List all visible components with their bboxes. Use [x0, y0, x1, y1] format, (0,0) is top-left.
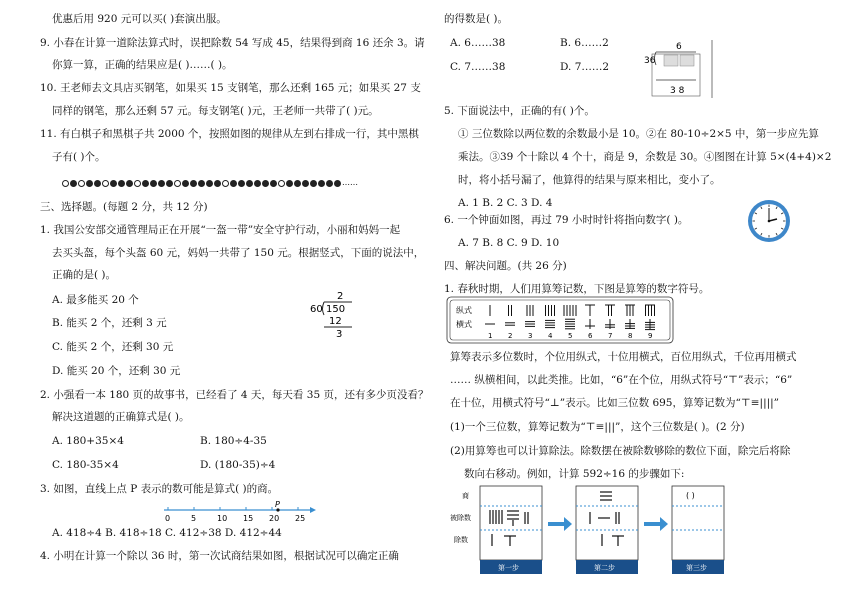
black-piece [326, 180, 333, 187]
chess-pattern [62, 176, 358, 190]
black-piece [206, 180, 213, 187]
division-divisor: 60 [310, 304, 323, 315]
section-4-title: 四、解决问题。(共 26 分) [444, 260, 567, 272]
white-piece [62, 180, 69, 187]
black-piece [270, 180, 277, 187]
number-line-tick-label: 5 [191, 514, 197, 523]
step-label-dividend: 被除数 [450, 514, 471, 522]
long-division-figure [300, 287, 370, 339]
trial-quotient: 6 [676, 42, 682, 52]
q5-stem: 5. 下面说法中，正确的有( )个。 [444, 105, 595, 117]
black-piece [86, 180, 93, 187]
number-line-tick-label: 0 [165, 514, 171, 523]
step-label-divisor: 除数 [454, 536, 468, 544]
p1-line2: 算筹表示多位数时，个位用纵式，十位用横式，百位用纵式，千位再用横式 [450, 351, 797, 363]
trial-divisor: 36 [644, 56, 656, 66]
q9-line1: 9. 小春在计算一道除法算式时，误把除数 54 写成 45，结果得到商 16 还余 3。请 [40, 37, 425, 49]
black-piece [262, 180, 269, 187]
white-piece [278, 180, 285, 187]
q6-options: A. 7 B. 8 C. 9 D. 10 [458, 237, 560, 249]
q8-tail: 优惠后用 920 元可以买( )套演出服。 [52, 13, 227, 25]
q1-line1: 1. 我国公安部交通管理局正在开展“一盔一带”安全守护行动，小丽和妈妈一起 [40, 224, 401, 236]
black-piece [118, 180, 125, 187]
black-piece [198, 180, 205, 187]
q4-line1: 4. 小明在计算一个除以 36 时，第一次试商结果如图，根据试况可以确定正确 [40, 550, 399, 562]
rod-digit-label: 1 [488, 332, 493, 340]
q11-line2: 子有( )个。 [52, 151, 106, 163]
p1-sub2-line1: (2)用算筹也可以计算除法。除数摆在被除数够除的数位下面，除完后将除 [450, 445, 791, 457]
q4-option-a: A. 6……38 [450, 37, 506, 49]
rod-digit-label: 2 [508, 332, 513, 340]
number-line-tick-label: 15 [243, 514, 254, 523]
q2-option-d: D. (180-35)÷4 [200, 459, 276, 471]
counting-rods-table [446, 296, 674, 344]
q9-line2: 你算一算，正确的结果应是( )……( )。 [52, 59, 233, 71]
black-piece [190, 180, 197, 187]
black-piece [126, 180, 133, 187]
q10-line2: 同样的钢笔，那么还剩 57 元。每支钢笔( )元，王老师一共带了( )元。 [52, 105, 379, 117]
black-piece [94, 180, 101, 187]
q5-options: A. 1 B. 2 C. 3 D. 4 [458, 197, 553, 209]
q4-option-d: D. 7……2 [560, 61, 610, 73]
rod-digit-label: 6 [588, 332, 593, 340]
q10-line1: 10. 王老师去文具店买钢笔，如果买 15 支钢笔，那么还剩 165 元；如果买 27 支 [40, 82, 421, 94]
clock-face-figure [746, 198, 792, 244]
q1-line2: 去买头盔，每个头盔 60 元，妈妈一共带了 150 元。根据竖式，下面的说法中， [52, 247, 425, 259]
black-piece [70, 180, 77, 187]
black-piece [214, 180, 221, 187]
rod-digit-label: 5 [568, 332, 573, 340]
p1-sub2-line2: 数向右移动。例如，计算 592÷16 的步骤如下: [464, 468, 685, 480]
q5-line3: 时，将小括号漏了，他算得的结果与原来相比，变小了。 [458, 174, 721, 186]
q2-option-b: B. 180÷4-35 [200, 435, 267, 447]
q3-line1: 3. 如图，直线上点 P 表示的数可能是算式( )的商。 [40, 483, 279, 495]
q2-option-a: A. 180+35×4 [52, 435, 124, 447]
p1-line1: 1. 春秋时期，人们用算筹记数，下图是算筹的数字符号。 [444, 283, 710, 295]
rod-division-steps [446, 482, 726, 604]
white-piece [222, 180, 229, 187]
black-piece [254, 180, 261, 187]
black-piece [230, 180, 237, 187]
q1-option-c: C. 能买 2 个，还剩 30 元 [52, 341, 174, 353]
rod-digit-label: 9 [648, 332, 653, 340]
number-line-tick-label: 25 [295, 514, 306, 523]
black-piece [246, 180, 253, 187]
step1-title: 第一步 [498, 564, 519, 572]
q2-line2: 解决这道题的正确算式是( )。 [52, 411, 190, 423]
black-piece [294, 180, 301, 187]
rod-digit-label: 8 [628, 332, 633, 340]
white-piece [102, 180, 109, 187]
p1-line4: 在十位，用横式符号“⊥”表示。比如三位数 695，算筹记数为“⊤≡||||” [450, 397, 780, 409]
q5-line1: ① 三位数除以两位数的余数最小是 10。②在 80-10÷2×5 中，第一步应先算 [458, 128, 819, 140]
q1-option-b: B. 能买 2 个，还剩 3 元 [52, 317, 167, 329]
trial-division-figure [640, 38, 720, 100]
rod-digit-label: 7 [608, 332, 613, 340]
black-piece [182, 180, 189, 187]
q2-option-c: C. 180-35×4 [52, 459, 119, 471]
step-label-quotient: 商 [462, 492, 469, 500]
rods-row-vertical-label: 纵式 [456, 306, 472, 315]
white-piece [134, 180, 141, 187]
q4-option-b: B. 6……2 [560, 37, 609, 49]
black-piece [286, 180, 293, 187]
black-piece [238, 180, 245, 187]
division-remainder: 3 [336, 329, 343, 339]
black-piece [110, 180, 117, 187]
black-piece [158, 180, 165, 187]
q5-line2: 乘法。③39 个十除以 4 个十，商是 9，余数是 30。④图图在计算 5×(4+4)×2 [458, 151, 832, 163]
rod-digit-label: 3 [528, 332, 533, 340]
ellipsis: …… [342, 178, 358, 187]
q1-line3: 正确的是( )。 [52, 269, 117, 281]
q4-option-c: C. 7……38 [450, 61, 506, 73]
division-quotient: 2 [337, 291, 344, 302]
black-piece [302, 180, 309, 187]
q1-option-d: D. 能买 20 个，还剩 30 元 [52, 365, 181, 377]
p1-sub1: (1)一个三位数，算筹记数为“⊤≡|||”，这个三位数是( )。(2 分) [450, 421, 745, 433]
number-line-tick-label: 10 [217, 514, 228, 523]
black-piece [334, 180, 341, 187]
step3-blank: ( ) [686, 491, 695, 500]
q3-options: A. 418÷4 B. 418÷18 C. 412÷38 D. 412÷44 [52, 527, 282, 539]
step2-title: 第二步 [594, 564, 615, 572]
p1-line3: …… 纵横相间，以此类推。比如，“6”在个位，用纵式符号“⊤”表示；“6” [450, 374, 793, 386]
white-piece [174, 180, 181, 187]
rods-row-horizontal-label: 横式 [456, 320, 472, 329]
section-3-title: 三、选择题。(每题 2 分，共 12 分) [40, 201, 208, 213]
step3-title: 第三步 [686, 564, 707, 572]
division-dividend: 150 [326, 304, 346, 315]
q2-line1: 2. 小强看一本 180 页的故事书，已经看了 4 天，每天看 35 页，还有多少页没看？ [40, 389, 429, 401]
q6-stem: 6. 一个钟面如图，再过 79 小时时针将指向数字( )。 [444, 214, 689, 226]
number-line-tick-label: 20 [269, 514, 280, 523]
trial-bottom: 3 8 [670, 86, 685, 96]
q11-line1: 11. 有白棋子和黑棋子共 2000 个，按照如图的规律从左到右排成一行，其中黑棋 [40, 128, 419, 140]
black-piece [150, 180, 157, 187]
black-piece [166, 180, 173, 187]
number-line [160, 500, 320, 524]
rod-digit-label: 4 [548, 332, 553, 340]
q1-option-a: A. 最多能买 20 个 [52, 294, 139, 306]
black-piece [318, 180, 325, 187]
division-product: 12 [329, 316, 342, 327]
white-piece [78, 180, 85, 187]
black-piece [310, 180, 317, 187]
point-p-label: P [275, 500, 280, 509]
q4-line2: 的得数是( )。 [444, 13, 509, 25]
black-piece [142, 180, 149, 187]
